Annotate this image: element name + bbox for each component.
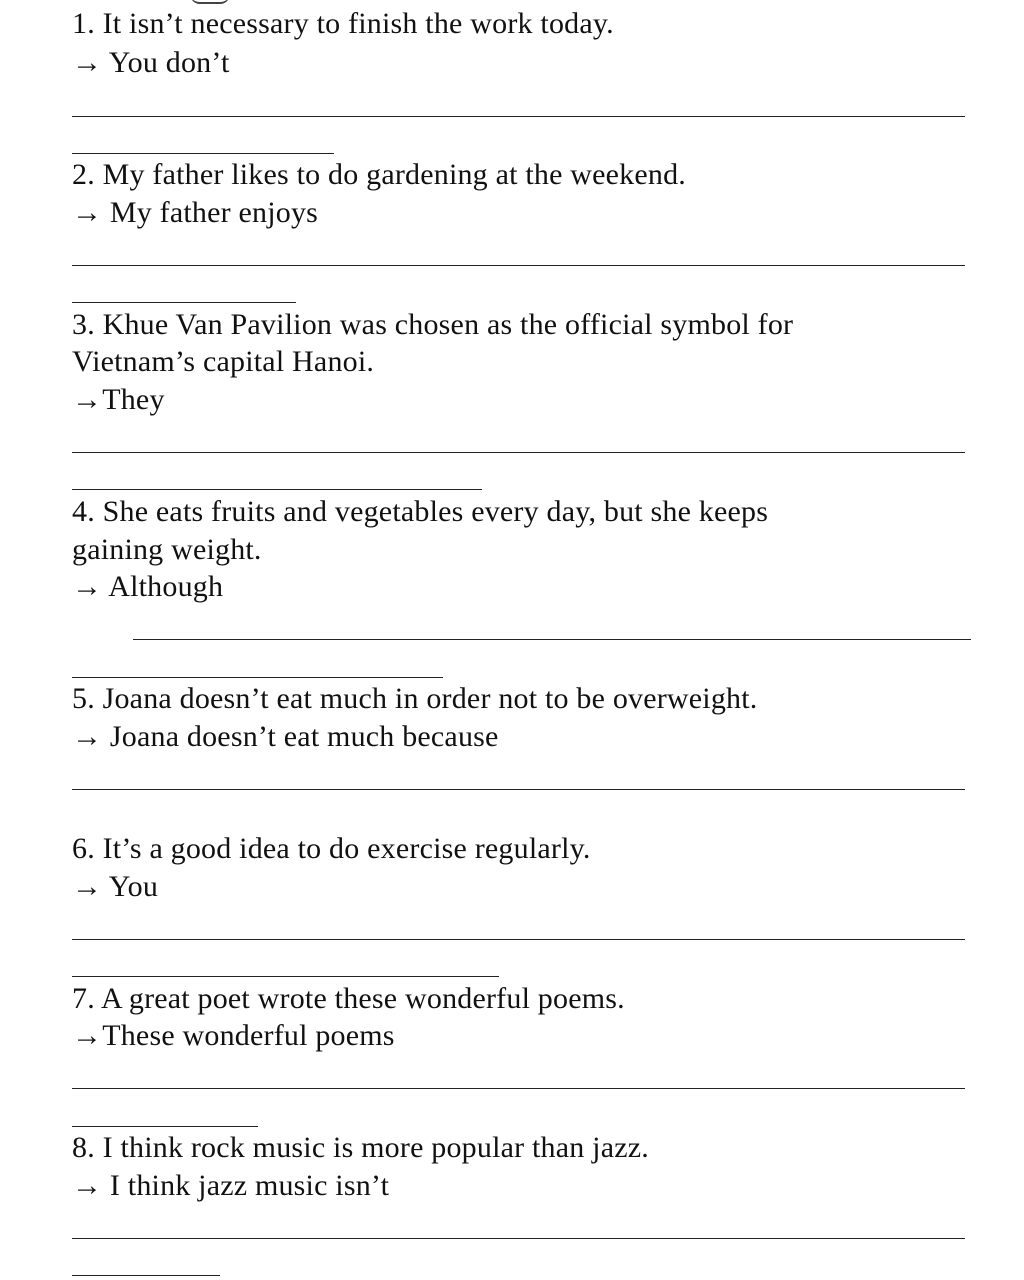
exercise-7-prompt bbox=[72, 1018, 395, 1054]
arrow-icon: → bbox=[72, 720, 103, 753]
arrow-icon: → bbox=[72, 196, 103, 229]
exercise-5-text: Joana doesn’t eat much in order not to be overweight. bbox=[102, 682, 758, 715]
exercise-8-sentence bbox=[72, 1130, 649, 1166]
exercise-4-answer-line-1[interactable] bbox=[133, 639, 971, 640]
exercise-7-number: 7. bbox=[72, 982, 95, 1015]
arrow-icon: → bbox=[72, 46, 103, 79]
exercise-3-number: 3. bbox=[72, 308, 95, 341]
arrow-icon: → bbox=[72, 570, 103, 603]
exercise-7-answer-line-1[interactable] bbox=[72, 1088, 965, 1089]
exercise-5-prompt bbox=[72, 719, 499, 755]
exercise-4-prompt bbox=[72, 569, 223, 605]
exercise-2-answer-line-2[interactable] bbox=[72, 302, 296, 303]
exercise-2-sentence bbox=[72, 157, 686, 193]
exercise-3-prompt bbox=[72, 382, 165, 418]
exercise-1-prompt bbox=[72, 45, 230, 81]
exercise-4-sentence-line-1 bbox=[72, 494, 768, 530]
exercise-6-prompt-text: You bbox=[108, 870, 159, 903]
exercise-4-sentence-line-2: gaining weight. bbox=[72, 533, 262, 566]
arrow-icon: → bbox=[72, 870, 103, 903]
exercise-8-answer-line-2[interactable] bbox=[72, 1275, 220, 1276]
exercise-3-prompt-text: They bbox=[102, 383, 165, 416]
exercise-2-prompt bbox=[72, 195, 318, 231]
exercise-3-text-1: Khue Van Pavilion was chosen as the official symbol for bbox=[102, 308, 794, 341]
exercise-1-answer-line-1[interactable] bbox=[72, 116, 965, 117]
exercise-1-sentence bbox=[72, 6, 614, 42]
exercise-2-text: My father likes to do gardening at the weekend. bbox=[102, 158, 686, 191]
arrow-icon: → bbox=[72, 383, 103, 416]
exercise-5-answer-line-1[interactable] bbox=[72, 789, 965, 790]
exercise-5-sentence bbox=[72, 681, 757, 717]
exercise-2-number: 2. bbox=[72, 158, 95, 191]
exercise-1-prompt-text: You don’t bbox=[108, 46, 230, 79]
exercise-3-sentence-line-2: Vietnam’s capital Hanoi. bbox=[72, 345, 375, 378]
exercise-7-sentence bbox=[72, 981, 625, 1017]
arrow-icon: → bbox=[72, 1169, 103, 1202]
arrow-icon: → bbox=[72, 1019, 103, 1052]
exercise-6-text: It’s a good idea to do exercise regularly. bbox=[102, 832, 591, 865]
exercise-3-answer-line-2[interactable] bbox=[72, 489, 482, 490]
exercise-7-text: A great poet wrote these wonderful poems. bbox=[100, 982, 625, 1015]
exercise-7-answer-line-2[interactable] bbox=[72, 1126, 258, 1127]
exercise-6-answer-line-2[interactable] bbox=[72, 976, 499, 977]
cropped-heading-fragment bbox=[190, 0, 230, 4]
exercise-8-answer-line-1[interactable] bbox=[72, 1238, 965, 1239]
exercise-4-answer-line-2[interactable] bbox=[72, 677, 443, 678]
exercise-1-answer-line-2[interactable] bbox=[72, 153, 334, 154]
exercise-8-prompt bbox=[72, 1168, 389, 1204]
exercise-3-sentence-line-1 bbox=[72, 307, 793, 343]
exercise-4-prompt-text: Although bbox=[108, 570, 224, 603]
exercise-1-number: 1. bbox=[72, 7, 95, 40]
exercise-5-number: 5. bbox=[72, 682, 95, 715]
exercise-8-number: 8. bbox=[72, 1131, 95, 1164]
exercise-1-text: It isn’t necessary to finish the work today. bbox=[102, 7, 614, 40]
exercise-5-prompt-text: Joana doesn’t eat much because bbox=[109, 720, 499, 753]
exercise-4-text-1: She eats fruits and vegetables every day, but she keeps bbox=[102, 495, 769, 528]
exercise-7-prompt-text: These wonderful poems bbox=[102, 1019, 395, 1052]
exercise-8-prompt-text: I think jazz music isn’t bbox=[109, 1169, 390, 1202]
exercise-8-text: I think rock music is more popular than jazz. bbox=[102, 1131, 649, 1164]
exercise-6-number: 6. bbox=[72, 832, 95, 865]
exercise-4-number: 4. bbox=[72, 495, 95, 528]
exercise-6-prompt bbox=[72, 869, 158, 905]
exercise-6-sentence bbox=[72, 831, 591, 867]
exercise-6-answer-line-1[interactable] bbox=[72, 939, 965, 940]
exercise-2-answer-line-1[interactable] bbox=[72, 265, 965, 266]
exercise-3-answer-line-1[interactable] bbox=[72, 452, 965, 453]
exercise-2-prompt-text: My father enjoys bbox=[109, 196, 319, 229]
